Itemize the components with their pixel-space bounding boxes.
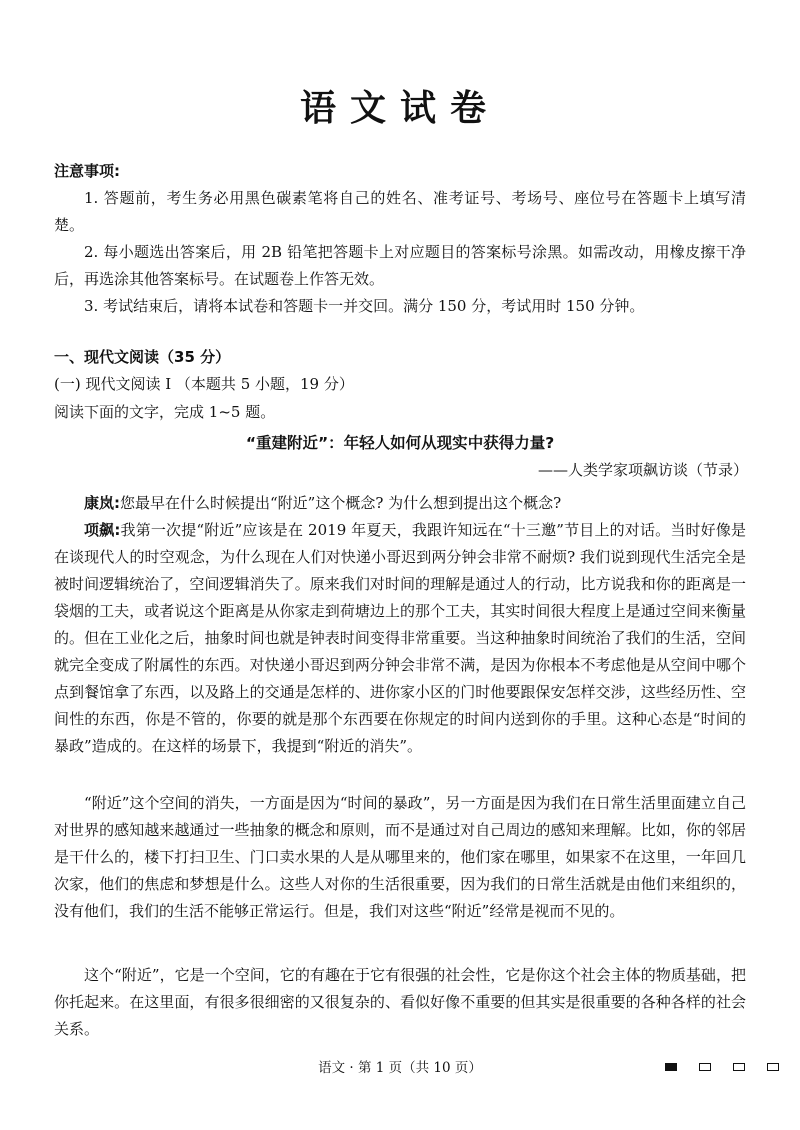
page-box-icon (665, 1063, 677, 1071)
body-paragraph-3: 这个“附近”，它是一个空间，它的有趣在于它有很强的社会性，它是你这个社会主体的物质基础，把你托起来。在这里面，有很多很细密的又很复杂的、看似好像不重要的但其实是很重要的各种各样的社会关系。 (54, 966, 746, 1038)
notice-item-3: 3. 考试结束后，请将本试卷和答题卡一并交回。满分 150 分，考试用时 150 分钟。 (84, 297, 645, 315)
section-subheading: (一) 现代文阅读 I （本题共 5 小题，19 分） (54, 375, 354, 393)
page-box-icon (699, 1063, 711, 1071)
speaker-kanglan: 康岚: (84, 494, 120, 512)
page-box-icon (767, 1063, 779, 1071)
question-paragraph (54, 490, 746, 517)
answer-text: 我第一次提“附近”应该是在 2019 年夏天，我跟许知远在“十三邀”节目上的对话。当时好像是在谈现代人的时空观念，为什么现在人们对快递小哥迟到两分钟会非常不耐烦? 我们说到现代生活完全是被时间逻辑统治了，空间逻辑消失了。原来我们对时间的理解是通过人的行动，比方说我和你的距离是一袋烟的工夫，或者说这个距离是从你家走到荷塘边上的那个工夫，其实时间很大程度上是通过空间来衡量的。但在工业化之后，抽象时间也就是钟表时间变得非常重要。当这种抽象时间统治了我们的生活，空间就完全变成了附属性的东西。对快递小哥迟到两分钟会非常不满，是因为你根本不考虑他是从空间中哪个点到餐馆拿了东西，以及路上的交通是怎样的、进你家小区的门时他要跟保安怎样交涉，这些经历性、空间性的东西，你是不管的，你要的就是那个东西要在你规定的时间内送到你的手里。这种心态是“时间的暴政”造成的。在这样的场景下，我提到“附近的消失”。 (54, 521, 747, 755)
body-paragraph-2: “附近”这个空间的消失，一方面是因为“时间的暴政”，另一方面是因为我们在日常生活里面建立自己对世界的感知越来越通过一些抽象的概念和原则，而不是通过对自己周边的感知来理解。比如，你的邻居是干什么的，楼下打扫卫生、门口卖水果的人是从哪里来的，他们家在哪里，如果家不在这里，一年回几次家，他们的焦虑和梦想是什么。这些人对你的生活很重要，因为我们的日常生活就是由他们来组织的，没有他们，我们的生活不能够正常运行。但是，我们对这些“附近”经常是视而不见的。 (54, 794, 746, 920)
section-instruction: 阅读下面的文字，完成 1~5 题。 (54, 403, 276, 421)
speaker-xiangbiao: 项飙: (84, 521, 121, 539)
answer-paragraph (54, 517, 746, 760)
section-heading: 一、现代文阅读（35 分） (54, 348, 231, 366)
page-title: 语文试卷 (299, 87, 500, 129)
article-byline: ——人类学家项飙访谈（节录） (537, 461, 748, 479)
page-footer: 语文 · 第 1 页（共 10 页） (318, 1060, 482, 1076)
notice-item-1: 1. 答题前，考生务必用黑色碳素笔将自己的姓名、准考证号、考场号、座位号在答题卡上填写清楚。 (54, 189, 746, 234)
notice-item-2: 2. 每小题选出答案后，用 2B 铅笔把答题卡上对应题目的答案标号涂黑。如需改动，用橡皮擦干净后，再选涂其他答案标号。在试题卷上作答无效。 (54, 243, 746, 288)
page-box-icon (733, 1063, 745, 1071)
article-title: “重建附近”：年轻人如何从现实中获得力量? (245, 434, 555, 452)
question-text: 您最早在什么时候提出“附近”这个概念? 为什么想到提出这个概念? (120, 494, 562, 512)
notice-heading: 注意事项: (54, 162, 120, 180)
